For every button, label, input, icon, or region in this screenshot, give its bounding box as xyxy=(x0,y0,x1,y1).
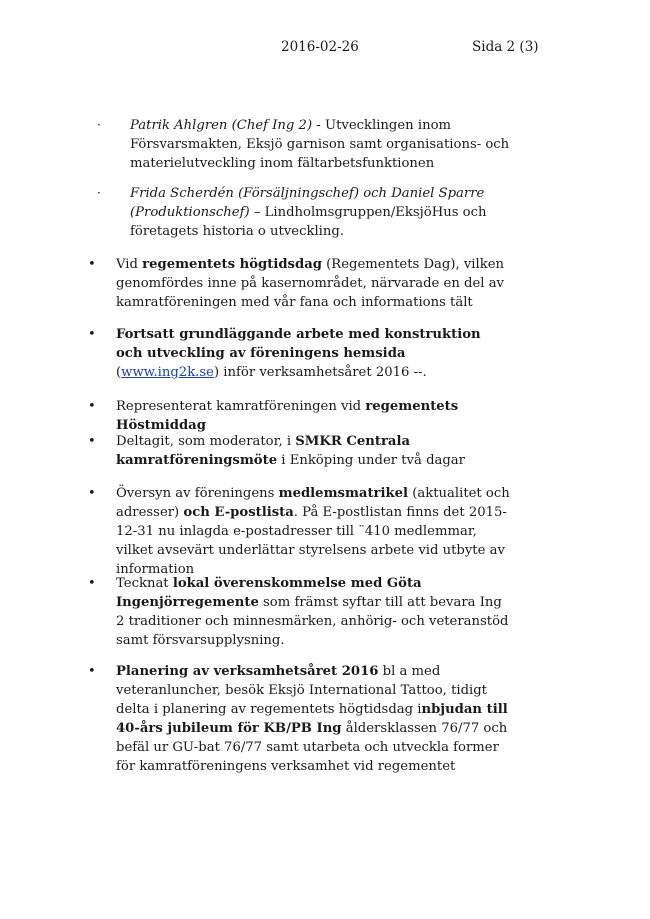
bullet-icon: • xyxy=(88,486,96,501)
bold-run: Planering av verksamhetsåret 2016 xyxy=(116,664,379,679)
list-item-text xyxy=(116,432,511,470)
speaker-name: Patrik Ahlgren (Chef Ing 2) xyxy=(130,118,313,133)
sub-item-description: - Utvecklingen inom Försvarsmakten, Eksjö garnison samt organisations- och materielutveckling inom fältarbetsfunktionen xyxy=(130,118,510,171)
list-item-text xyxy=(116,484,511,579)
text-run: som främst syftar till att bevara Ing 2 traditioner och minnesmärken, anhörig- och veteranstöd samt försvarsupplysning. xyxy=(116,595,509,648)
bold-run: regementets högtidsdag xyxy=(142,257,322,272)
text-run: Översyn av föreningens xyxy=(116,486,279,501)
text-run: Tecknat xyxy=(116,576,173,591)
text-run: (Regementets Dag), vilken genomfördes inne på kasernområdet, närvarade en del av kamratföreningen med vår fana och informations tält xyxy=(116,257,505,310)
bullet-icon: • xyxy=(88,434,96,449)
bullet-icon: • xyxy=(88,576,96,591)
text-run: Representerat kamratföreningen vid xyxy=(116,399,366,414)
bold-run: medlemsmatrikel xyxy=(278,486,409,501)
text-run: åldersklassen 76/77 och befäl ur GU-bat 76/77 samt utarbeta och utveckla former för kamratföreningens verksamhet vid regementet xyxy=(116,721,508,774)
text-run: . På E-postlistan finns det 2015-12-31 nu inlagda e-postadresser till ¨410 medlemmar, vilket avsevärt underlättar styrelsens arbete vid utbyte av information xyxy=(116,505,507,577)
bullet-icon: • xyxy=(88,399,96,414)
text-run: Deltagit, som moderator, i xyxy=(116,434,296,449)
bold-run: lokal överenskommelse med Göta Ingenjörregemente xyxy=(116,576,422,610)
website-link[interactable]: www.ing2k.se xyxy=(121,365,214,380)
sub-bullet-icon: · xyxy=(97,118,101,132)
bold-run: regementets Höstmiddag xyxy=(116,399,459,433)
bold-run: nbjudan till 40-års jubileum för KB/PB Ing xyxy=(116,702,508,736)
list-item-text xyxy=(116,662,511,776)
text-run: i Enköping under två dagar xyxy=(277,453,465,468)
bullet-icon: • xyxy=(88,327,96,342)
text-run: ( xyxy=(116,365,122,380)
list-item-text xyxy=(116,255,511,312)
speaker-name: Frida Scherdén (Försäljningschef) och Daniel Sparre (Produktionschef) xyxy=(130,186,485,220)
list-item-text xyxy=(116,574,511,650)
sub-item-text xyxy=(130,184,520,241)
bullet-icon: • xyxy=(88,664,96,679)
list-item-text xyxy=(116,397,511,435)
sub-item-text xyxy=(130,116,520,173)
page-header xyxy=(0,39,650,59)
bold-run: och E-postlista xyxy=(183,505,294,520)
list-item-text xyxy=(116,325,511,382)
text-run: Vid xyxy=(116,257,143,272)
bold-run: SMKR Centrala kamratföreningsmöte xyxy=(116,434,410,468)
bold-run: Fortsatt grundläggande arbete med konstruktion och utveckling av föreningens hemsida xyxy=(116,327,481,361)
header-date: 2016-02-26 xyxy=(281,39,359,55)
text-run: (aktualitet och adresser) xyxy=(116,486,510,520)
text-run: ) inför verksamhetsåret 2016 --. xyxy=(213,365,427,380)
text-run: bl a med veteranluncher, besök Eksjö International Tattoo, tidigt delta i planering av regementets högtidsdag i xyxy=(116,664,487,717)
sub-item-description: – Lindholmsgruppen/EksjöHus och företagets historia o utveckling. xyxy=(130,205,487,239)
header-page-number: Sida 2 (3) xyxy=(472,39,539,55)
bullet-icon: • xyxy=(88,257,96,272)
sub-bullet-icon: · xyxy=(97,186,101,200)
